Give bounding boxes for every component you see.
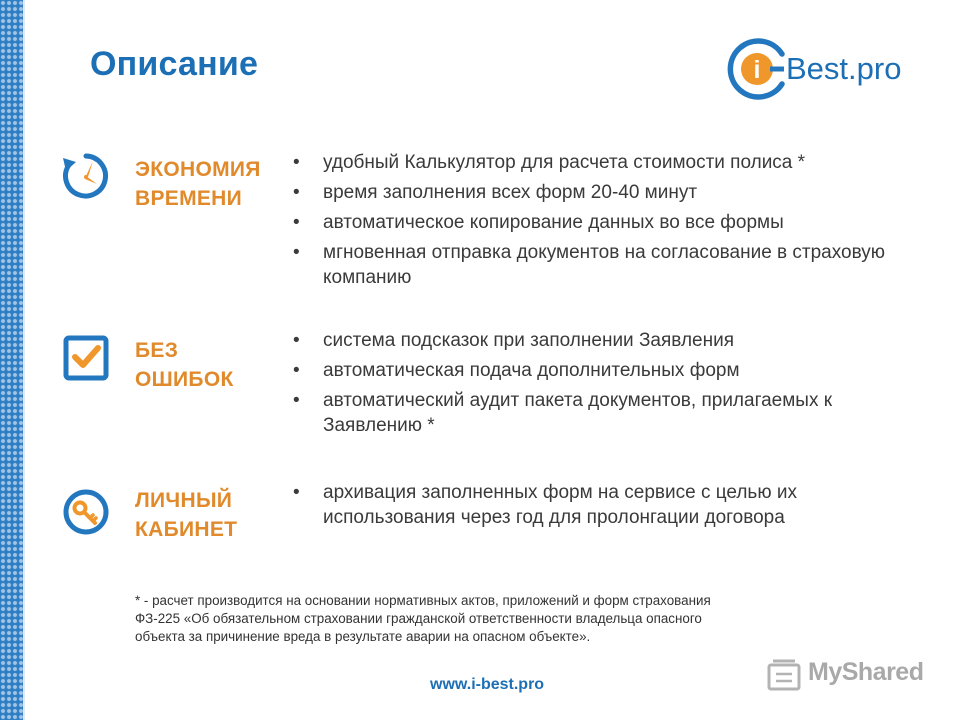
section-title-line: ЭКОНОМИЯ (135, 158, 261, 181)
section-bullets-time (293, 150, 923, 295)
side-strip-edge (23, 0, 25, 720)
section-title-line: КАБИНЕТ (135, 518, 238, 541)
section-title-line: ВРЕМЕНИ (135, 187, 243, 210)
page-title: Описание (90, 45, 259, 83)
watermark-text: MyShared (808, 658, 924, 686)
section-title-account (135, 486, 237, 544)
section-bullets-errors (293, 328, 923, 443)
footnote (135, 592, 895, 646)
bullet-item: • архивация заполненных форм на сервисе с целью их использования через год для пролонгации договора (293, 480, 893, 530)
section-title-errors (135, 336, 234, 394)
bullet-item: • система подсказок при заполнении Заявления (293, 328, 923, 353)
section-title-time (135, 155, 261, 213)
bullet-item: • время заполнения всех форм 20-40 минут (293, 180, 923, 205)
footnote-line: * - расчет производится на основании нормативных актов, приложений и форм страхования (135, 593, 711, 608)
decorative-side-strip (0, 0, 23, 720)
checkbox-check-icon (62, 334, 110, 382)
bullet-item: • автоматическое копирование данных во все формы (293, 210, 923, 235)
logo-letter: i (753, 56, 761, 84)
key-circle-icon (62, 488, 110, 536)
logo-text: Best.pro (786, 51, 902, 86)
section-title-line: ЛИЧНЫЙ (135, 489, 233, 512)
bullet-item: • удобный Калькулятор для расчета стоимости полиса * (293, 150, 923, 175)
bullet-item: • автоматический аудит пакета документов, прилагаемых к Заявлению * (293, 388, 923, 438)
footnote-line: ФЗ-225 «Об обязательном страховании гражданской ответственности владельца опасного (135, 611, 702, 626)
footnote-line: объекта за причинение вреда в результате аварии на опасном объекте». (135, 629, 591, 644)
section-bullets-account (293, 480, 893, 535)
website-link[interactable]: www.i-best.pro (430, 676, 545, 693)
section-title-line: ОШИБОК (135, 368, 234, 391)
section-title-line: БЕЗ (135, 339, 179, 362)
bullet-item: • мгновенная отправка документов на согласование в страховую компанию (293, 240, 923, 290)
bullet-item: • автоматическая подача дополнительных форм (293, 358, 923, 383)
clock-arrow-icon (62, 152, 110, 200)
